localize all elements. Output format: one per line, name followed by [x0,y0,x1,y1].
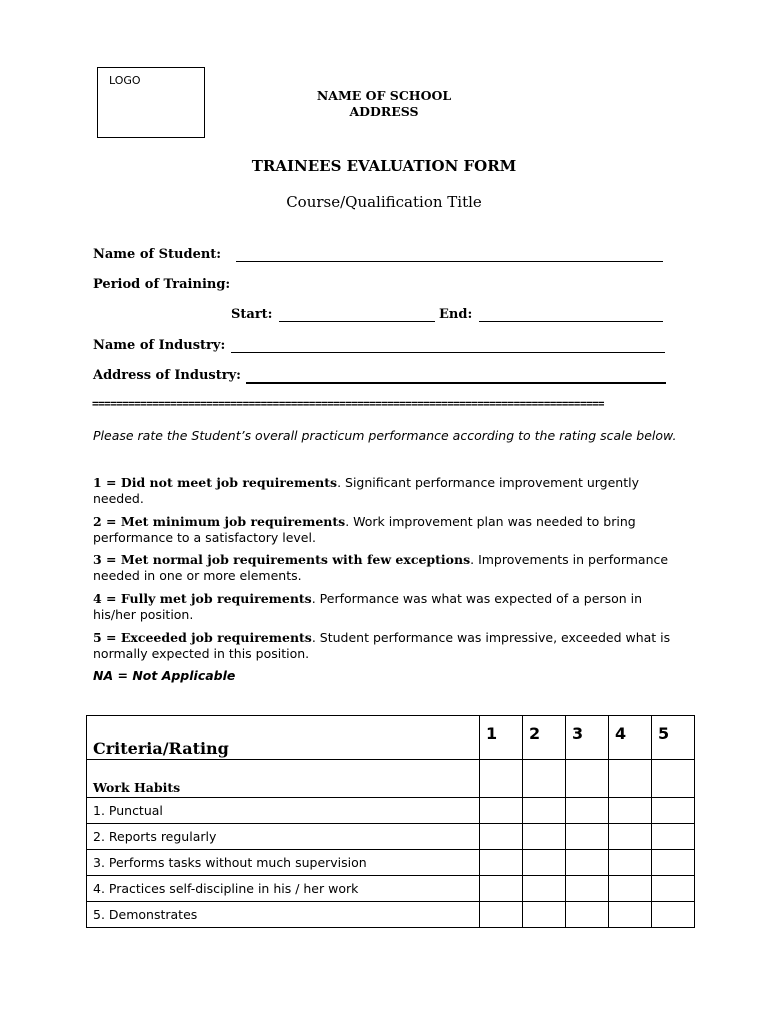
course-title: Course/Qualification Title [286,193,482,211]
rating-cell[interactable] [609,902,652,928]
rating-cell[interactable] [652,760,695,798]
rating-header-5: 5 [652,716,695,760]
rating-header-4: 4 [609,716,652,760]
name-of-student-label: Name of Student: [93,247,222,262]
table-header-row [87,716,695,760]
criteria-item: 4. Practices self-discipline in his / her work [87,876,480,902]
criteria-item: 2. Reports regularly [87,824,480,850]
rating-cell[interactable] [566,902,609,928]
rating-cell[interactable] [523,850,566,876]
rating-term-2: 2 = Met minimum job requirements [93,514,346,529]
rating-cell[interactable] [480,850,523,876]
rating-desc-2: . Work improvement plan was needed to bring performance to a satisfactory level. [93,514,636,545]
table-row [87,824,695,850]
na-note: NA = Not Applicable [93,668,236,683]
rating-scale-5 [93,630,678,661]
rating-cell[interactable] [566,824,609,850]
address-of-industry-label: Address of Industry: [93,368,241,383]
name-of-industry-label: Name of Industry: [93,338,226,353]
school-header [0,88,768,120]
logo-label: LOGO [109,74,141,87]
criteria-item: 5. Demonstrates [87,902,480,928]
rating-cell[interactable] [609,824,652,850]
category-label: Work Habits [87,760,480,798]
evaluation-table [86,715,695,928]
criteria-item: 1. Punctual [87,798,480,824]
end-line[interactable] [479,321,663,322]
criteria-header: Criteria/Rating [87,716,480,760]
rating-scale-3 [93,552,678,583]
rating-cell[interactable] [523,798,566,824]
rating-term-3: 3 = Met normal job requirements with few exceptions [93,552,471,567]
rating-term-4: 4 = Fully met job requirements [93,591,312,606]
rating-term-5: 5 = Exceeded job requirements [93,630,312,645]
rating-cell[interactable] [566,760,609,798]
rating-cell[interactable] [480,798,523,824]
rating-cell[interactable] [609,798,652,824]
school-name: NAME OF SCHOOL [316,88,452,103]
name-of-student-line[interactable] [236,261,663,262]
rating-instructions: Please rate the Student’s overall practicum performance according to the rating scale below. [93,428,677,443]
end-label: End: [439,307,473,322]
rating-desc-3: . Improvements in performance needed in one or more elements. [93,552,669,583]
address-of-industry-line[interactable] [246,382,666,384]
period-of-training-label: Period of Training: [93,277,231,292]
rating-cell[interactable] [480,760,523,798]
rating-scale-4 [93,591,678,622]
rating-cell[interactable] [523,902,566,928]
rating-header-1: 1 [480,716,523,760]
rating-cell[interactable] [523,760,566,798]
rating-cell[interactable] [566,850,609,876]
start-label: Start: [231,307,273,322]
rating-cell[interactable] [652,902,695,928]
rating-desc-5: . Student performance was impressive, exceeded what is normally expected in this position. [93,630,671,661]
table-row [87,850,695,876]
rating-cell[interactable] [480,876,523,902]
separator-line: ===================================================================================== [92,397,604,410]
name-of-industry-line[interactable] [231,352,665,353]
rating-cell[interactable] [652,824,695,850]
rating-header-2: 2 [523,716,566,760]
criteria-item: 3. Performs tasks without much supervision [87,850,480,876]
table-row [87,902,695,928]
rating-term-1: 1 = Did not meet job requirements [93,475,338,490]
rating-header-3: 3 [566,716,609,760]
rating-cell[interactable] [609,760,652,798]
rating-cell[interactable] [523,876,566,902]
rating-cell[interactable] [480,902,523,928]
rating-cell[interactable] [652,876,695,902]
school-address: ADDRESS [349,104,419,119]
table-row [87,798,695,824]
rating-cell[interactable] [609,850,652,876]
rating-cell[interactable] [609,876,652,902]
rating-cell[interactable] [480,824,523,850]
rating-cell[interactable] [566,876,609,902]
start-line[interactable] [279,321,435,322]
category-row [87,760,695,798]
rating-cell[interactable] [566,798,609,824]
rating-cell[interactable] [652,850,695,876]
rating-scale-2 [93,514,678,545]
table-row [87,876,695,902]
rating-desc-4: . Performance was what was expected of a person in his/her position. [93,591,643,622]
form-title: TRAINEES EVALUATION FORM [251,157,517,175]
rating-scale-1 [93,475,678,506]
rating-cell[interactable] [652,798,695,824]
rating-desc-1: . Significant performance improvement urgently needed. [93,475,639,506]
rating-cell[interactable] [523,824,566,850]
